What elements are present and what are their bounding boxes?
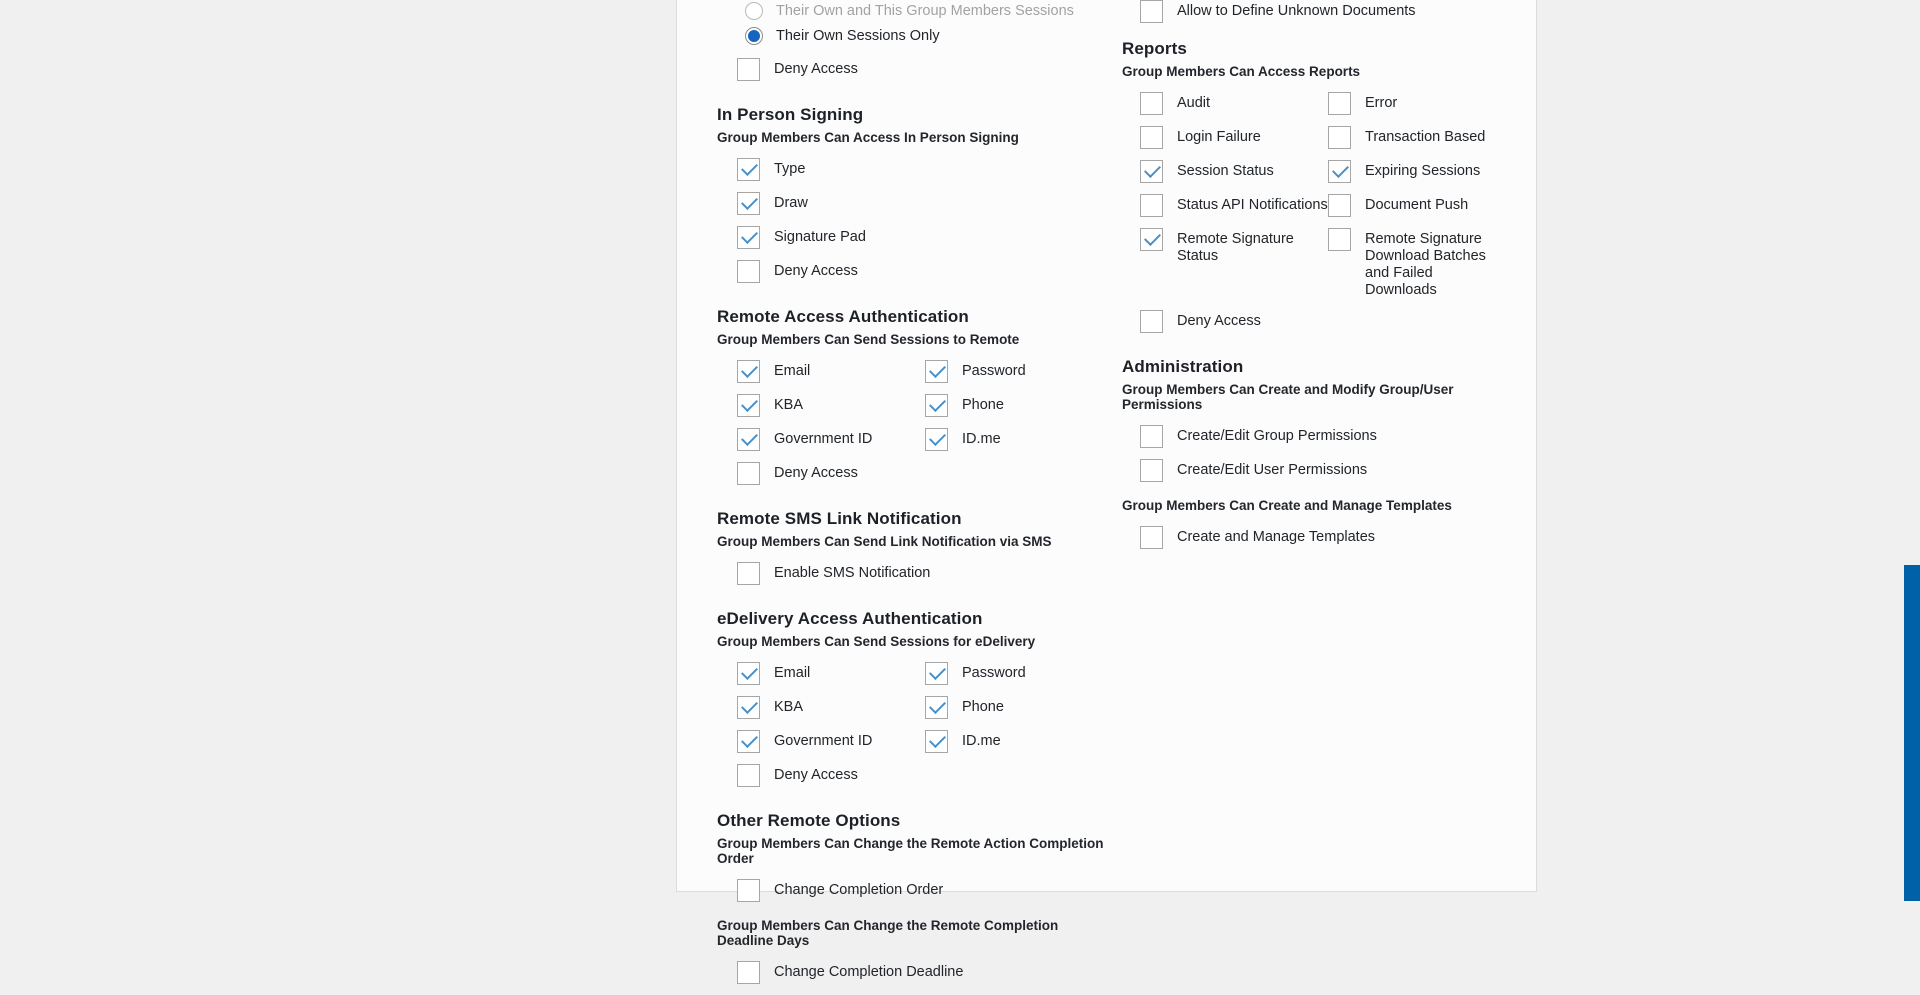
remote-access-options-grid [737,360,1117,451]
checkbox-row [737,879,1117,902]
checkbox-row [737,192,1117,215]
checkbox-row [925,394,1137,417]
checkbox[interactable] [1328,160,1351,183]
option-label: ID.me [962,431,1001,447]
checkbox[interactable] [1140,310,1163,333]
option-label: Deny Access [774,767,858,783]
checkbox-row [737,58,1117,81]
checkbox[interactable] [925,696,948,719]
completion-deadline-options [737,961,1117,984]
option-label: Signature Pad [774,229,866,245]
checkbox[interactable] [1140,160,1163,183]
option-label: Remote Signature Status [1177,231,1294,264]
option-label: Phone [962,397,1004,413]
edelivery-options-grid [737,662,1117,753]
option-label: Create and Manage Templates [1177,529,1376,545]
option-label: Transaction Based [1365,129,1486,145]
edelivery-deny [737,764,1117,787]
checkbox[interactable] [737,764,760,787]
option-label: Document Push [1365,197,1469,213]
option-label: Deny Access [774,465,858,481]
checkbox-row [737,360,925,383]
checkbox[interactable] [737,730,760,753]
checkbox[interactable] [1140,92,1163,115]
option-label: Government ID [774,733,873,749]
checkbox[interactable] [737,58,760,81]
radio-button[interactable] [745,27,763,45]
checkbox-row [1140,126,1328,149]
option-label: Audit [1177,95,1211,111]
checkbox[interactable] [925,730,948,753]
option-label: Expiring Sessions [1365,163,1481,179]
option-label: ID.me [962,733,1001,749]
checkbox[interactable] [737,394,760,417]
checkbox[interactable] [1328,194,1351,217]
checkbox-row [1140,459,1522,482]
checkbox[interactable] [737,961,760,984]
checkbox[interactable] [737,158,760,181]
checkbox[interactable] [1140,459,1163,482]
checkbox-row [737,260,1117,283]
option-label: Enable SMS Notification [774,565,931,581]
option-label: Error [1365,95,1398,111]
right-column [1122,0,1522,560]
checkbox-row [925,360,1137,383]
section-subtitle-templates: Group Members Can Create and Manage Templates [1122,498,1452,513]
checkbox-row [1328,228,1540,299]
checkbox-row [1140,0,1522,23]
checkbox-row [737,462,1117,485]
radio-row [745,27,1117,45]
radio-row [745,2,1117,20]
checkbox[interactable] [1140,228,1163,251]
checkbox[interactable] [737,662,760,685]
checkbox[interactable] [1140,126,1163,149]
checkbox-row [737,562,1117,585]
reports-options-grid [1140,92,1522,299]
option-label: Deny Access [1177,313,1261,329]
checkbox-row [737,961,1117,984]
option-label: Email [774,363,811,379]
section-subtitle-reports: Group Members Can Access Reports [1122,64,1361,79]
checkbox[interactable] [925,662,948,685]
checkbox[interactable] [737,696,760,719]
section-title-edelivery: eDelivery Access Authentication [717,609,983,628]
checkbox-row [1140,526,1522,549]
checkbox-row [737,226,1117,249]
checkbox[interactable] [737,562,760,585]
checkbox-row [737,158,1117,181]
section-subtitle-permissions: Group Members Can Create and Modify Group/User Permissions [1122,382,1454,412]
section-subtitle-completion-order: Group Members Can Change the Remote Action Completion Order [717,836,1104,866]
administration-template-options [1140,526,1522,549]
radio-button[interactable] [745,2,763,20]
completion-order-options [737,879,1117,902]
section-subtitle-edelivery: Group Members Can Send Sessions for eDelivery [717,634,1036,649]
checkbox-row [1140,92,1328,115]
checkbox[interactable] [925,428,948,451]
option-label: Their Own and This Group Members Sessions [776,3,1074,19]
option-label: Email [774,665,811,681]
session-access-deny-list [737,58,1117,81]
checkbox-row [925,696,1137,719]
option-label: Allow to Define Unknown Documents [1177,3,1416,19]
section-title-remote-sms: Remote SMS Link Notification [717,509,962,528]
checkbox-row [1140,310,1522,333]
checkbox[interactable] [1140,0,1163,23]
section-title-administration: Administration [1122,357,1244,376]
option-label: KBA [774,699,804,715]
remote-access-deny [737,462,1117,485]
option-label: Password [962,665,1026,681]
reports-deny [1140,310,1522,333]
group-permissions-panel [676,0,1537,980]
option-label: Login Failure [1177,129,1261,145]
checkbox[interactable] [737,428,760,451]
checkbox-row [1140,160,1328,183]
option-label: Change Completion Deadline [774,964,964,980]
checkbox[interactable] [1328,228,1351,251]
checkbox-row [737,662,925,685]
session-access-radio-group [745,2,1117,45]
section-title-in-person-signing: In Person Signing [717,105,864,124]
checkbox[interactable] [1328,126,1351,149]
checkbox-row [1328,126,1540,149]
option-label: Password [962,363,1026,379]
checkbox[interactable] [737,462,760,485]
option-label: Status API Notifications [1177,197,1328,213]
checkbox[interactable] [737,226,760,249]
checkbox-row [737,428,925,451]
option-label: Deny Access [774,263,858,279]
option-label: Session Status [1177,163,1274,179]
checkbox-row [925,730,1137,753]
checkbox-row [1140,425,1522,448]
section-subtitle-remote-access-auth: Group Members Can Send Sessions to Remote [717,332,1020,347]
checkbox[interactable] [1140,194,1163,217]
checkbox[interactable] [737,360,760,383]
option-label: Phone [962,699,1004,715]
checkbox[interactable] [737,260,760,283]
checkbox[interactable] [925,360,948,383]
option-label: Type [774,161,806,177]
checkbox[interactable] [1140,425,1163,448]
option-label: Government ID [774,431,873,447]
section-title-reports: Reports [1122,39,1187,58]
left-column [717,0,1117,995]
scrollbar-thumb[interactable] [1904,565,1920,901]
section-subtitle-completion-deadline: Group Members Can Change the Remote Completion Deadline Days [717,918,1059,948]
in-person-deny [737,260,1117,283]
remote-sms-options [737,562,1117,585]
option-label: KBA [774,397,804,413]
option-label: Remote Signature Download Batches and Failed Downloads [1365,231,1486,298]
section-title-other-remote: Other Remote Options [717,811,901,830]
section-subtitle-remote-sms: Group Members Can Send Link Notification via SMS [717,534,1052,549]
checkbox-row [925,428,1137,451]
checkbox[interactable] [1328,92,1351,115]
checkbox-row [737,730,925,753]
option-label: Deny Access [774,61,858,77]
checkbox-row [1140,194,1328,217]
section-subtitle-in-person-signing: Group Members Can Access In Person Signing [717,130,1019,145]
section-title-remote-access-auth: Remote Access Authentication [717,307,969,326]
in-person-options [737,158,1117,249]
checkbox-row [1328,194,1540,217]
checkbox[interactable] [737,879,760,902]
option-label: Create/Edit User Permissions [1177,462,1368,478]
administration-permission-options [1140,425,1522,482]
checkbox-row [737,394,925,417]
checkbox[interactable] [925,394,948,417]
option-label: Create/Edit Group Permissions [1177,428,1377,444]
option-label: Their Own Sessions Only [776,28,940,44]
checkbox[interactable] [1140,526,1163,549]
unknown-documents-option [1140,0,1522,23]
option-label: Change Completion Order [774,882,944,898]
checkbox-row [1328,160,1540,183]
checkbox[interactable] [737,192,760,215]
checkbox-row [1140,228,1328,299]
option-label: Draw [774,195,808,211]
checkbox-row [1328,92,1540,115]
checkbox-row [925,662,1137,685]
checkbox-row [737,764,1117,787]
checkbox-row [737,696,925,719]
